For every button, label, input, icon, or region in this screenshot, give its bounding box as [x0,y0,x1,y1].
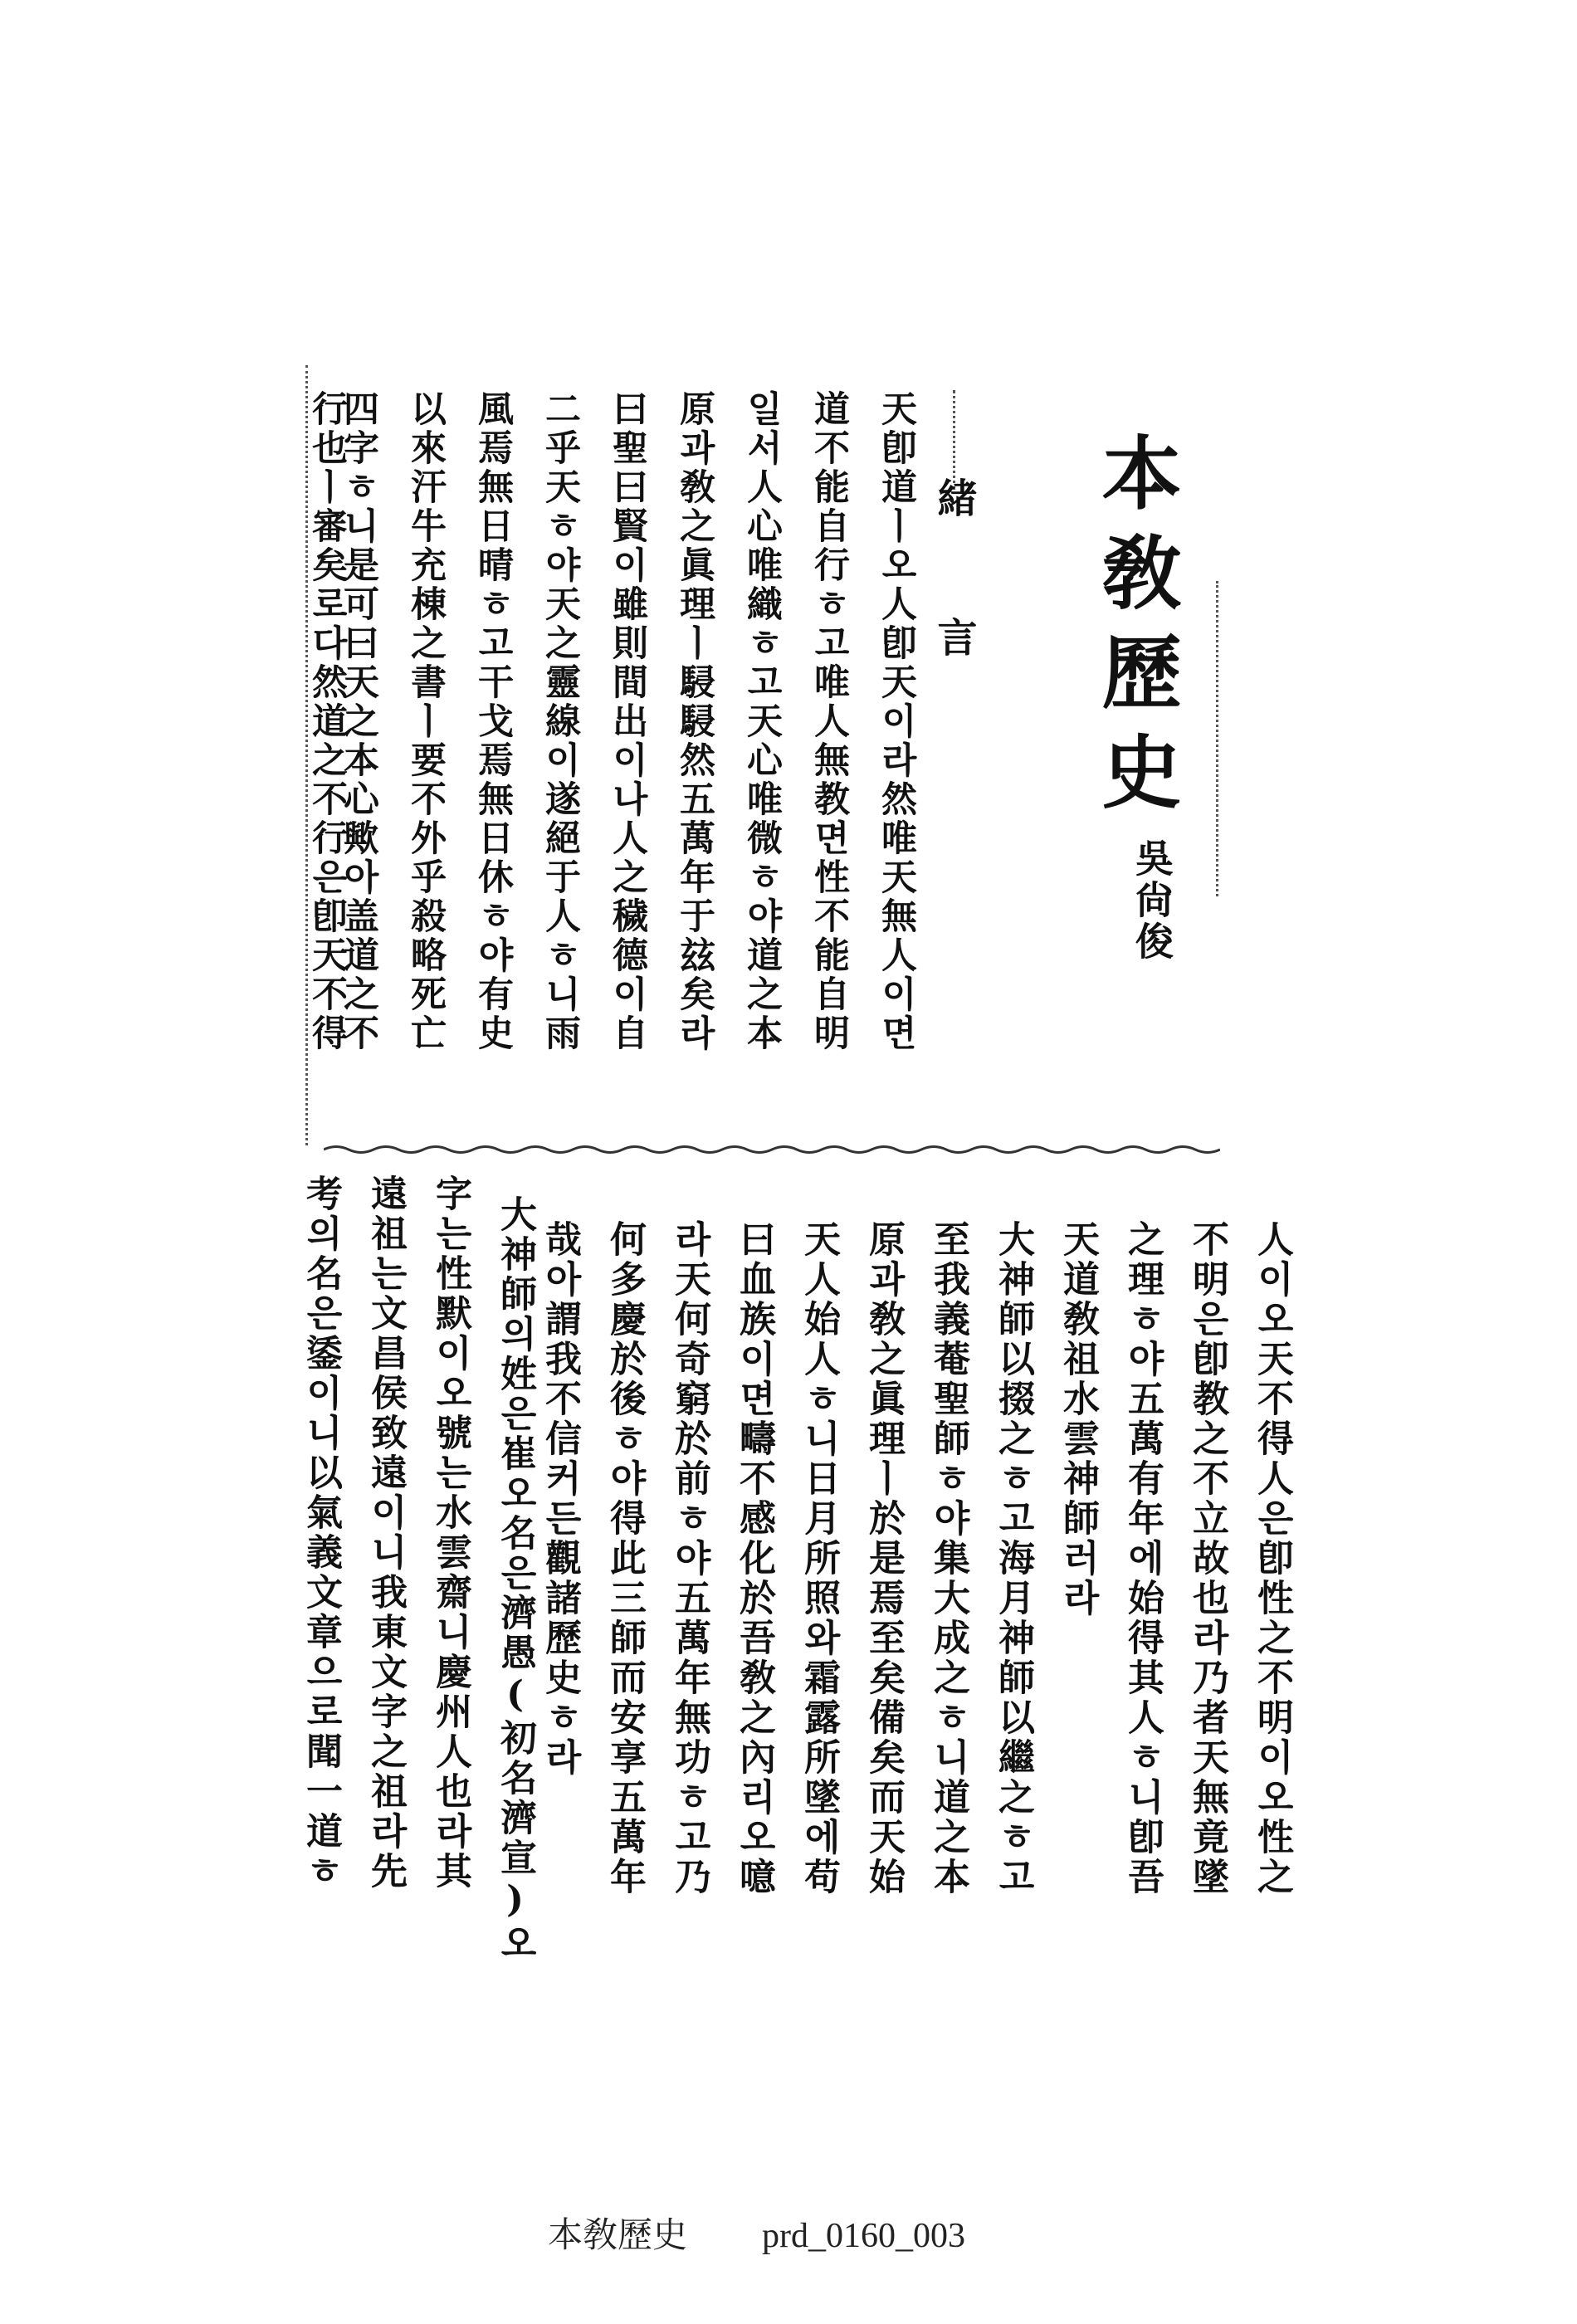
bottom-column-8: 天人始人ㅎ니日月所照와霜露所墜에苟 [798,1220,840,1897]
footer-code: prd_0160_003 [762,2217,966,2255]
article-author: 吳尙俊 [1130,838,1174,963]
bottom-column-1: 人이오天不得人은卽性之不明이오性之 [1251,1220,1293,1897]
bottom-column-7: 原과敎之眞理ㅣ於是焉至矣備矣而天始 [862,1220,905,1897]
wavy-separator [324,1144,1220,1155]
article-title: 本敎歷史 [1089,432,1183,830]
top-column-3: 일서人心唯織ㅎ고天心唯微ㅎ야道之本 [741,390,783,1053]
section-heading: 緒言 [930,477,977,756]
dotted-rule-right [1216,581,1218,896]
dotted-rule-mid [953,390,955,490]
bottom-column-13: 大神師의姓은崔오名은濟愚(初名濟宣)오 [494,1195,536,1964]
bottom-column-12: 哉아謂我不信커든觀諸歷史ㅎ라 [539,1220,581,1778]
bottom-column-4: 天道敎祖水雲神師러라 [1057,1220,1099,1618]
footer-label: 本敎歷史 [548,2214,688,2255]
bottom-column-10: 라天何奇窮於前ㅎ야五萬年無功ㅎ고乃 [668,1220,710,1897]
bottom-column-16: 考의名은鋈이니以氣義文章으로聞一道ㅎ [300,1174,342,1892]
top-column-2: 道不能自行ㅎ고唯人無教면性不能自明 [808,390,850,1053]
top-column-7: 風焉無日晴ㅎ고干戈焉無日休ㅎ야有史 [472,390,514,1053]
bottom-column-15: 遠祖는文昌侯致遠이니我東文字之祖라先 [364,1174,407,1892]
top-column-5: 曰聖曰賢이雖則間出이나人之穢德이自 [607,390,648,1053]
top-column-6: 二乎天ㅎ야天之靈線이遂絕于人ㅎ니雨 [540,390,581,1053]
bottom-column-14: 字는性默이오號는水雲齋니慶州人也라其 [429,1174,471,1892]
top-column-10: 行也ㅣ審矣로다然道之不行은卽天不得 [306,390,348,1053]
bottom-column-6: 至我義菴聖師ㅎ야集大成之ㅎ니道之本 [927,1220,969,1897]
bottom-column-5: 大神師以掇之ㅎ고海月神師以繼之ㅎ고 [992,1220,1034,1897]
bottom-column-9: 曰血族이면疇不感化於吾敎之內리오噫 [733,1220,775,1897]
page-footer [548,2208,965,2258]
top-column-8: 以來汗牛充棟之書ㅣ要不外乎殺略死亡 [405,390,447,1053]
bottom-column-11: 何多慶於後ㅎ야得此三師而安享五萬年 [603,1220,646,1897]
top-column-9: 四字ㅎ니是可曰天之本心歟아盖道之不 [338,390,379,1053]
bottom-column-3: 之理ㅎ야五萬有年에始得其人ㅎ니卽吾 [1121,1220,1164,1897]
top-column-4: 原과敎之眞理ㅣ駸駸然五萬年于玆矣라 [674,390,715,1053]
bottom-column-2: 不明은卽教之不立故也라乃者天無竟墜 [1186,1220,1228,1897]
top-column-1: 天卽道ㅣ오人卽天이라然唯天無人이면 [876,390,917,1053]
